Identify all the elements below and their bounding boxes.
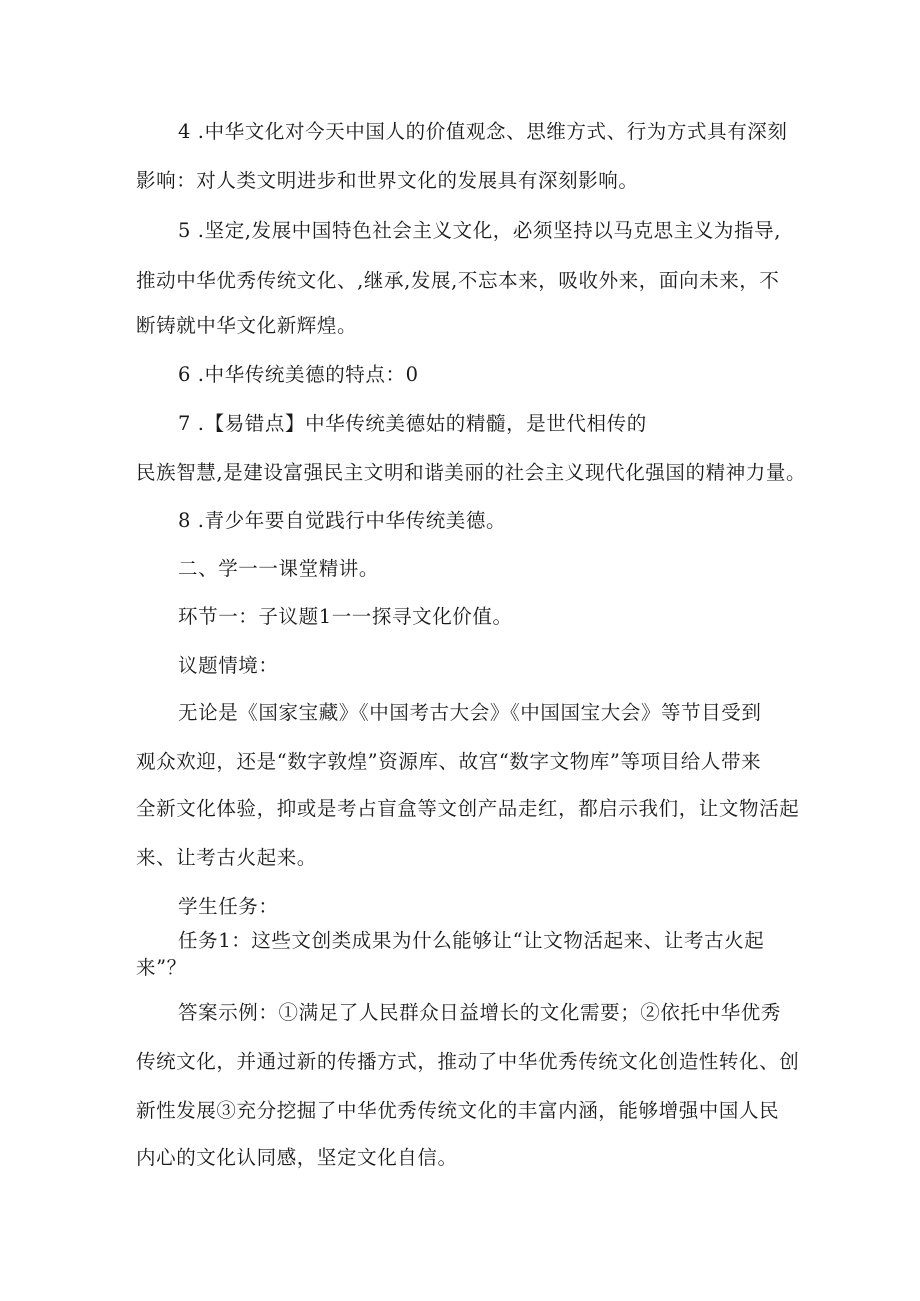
task1-line-2: 来”？	[136, 956, 187, 979]
item-7-line-2: 民族智慧,是建设富强民主文明和谐美丽的社会主义现代化强国的精神力量。	[136, 461, 807, 484]
item-5-line-3: 断铸就中华文化新辉煌。	[136, 314, 358, 337]
scenario-line-4: 来、让考古火起来。	[136, 846, 317, 869]
scenario-line-3: 全新文化体验，抑或是考占盲盒等文创产品走红，都启示我们，让文物活起	[136, 797, 800, 820]
answer-line-4: 内心的文化认同感，坚定文化自信。	[136, 1146, 458, 1169]
answer-line-2: 传统文化，并通过新的传播方式，推动了中华优秀传统文化创造性转化、创	[136, 1050, 800, 1073]
scenario-line-1: 无论是《国家宝藏》《中国考古大会》《中国国宝大会》等节目受到	[178, 701, 762, 724]
scenario-label: 议题情境：	[178, 654, 279, 677]
item-4-line-2: 影响：对人类文明进步和世界文化的发展具有深刻影响。	[136, 169, 639, 192]
segment-heading: 环节一：子议题1一一探寻文化价值。	[178, 605, 513, 628]
task1-line-1: 任务1：这些文创类成果为什么能够让“让文物活起来、让考古火起	[178, 929, 765, 952]
item-8-line-1: 8 .青少年要自觉践行中华传统美德。	[178, 509, 507, 532]
item-4-line-1: 4 .中华文化对今天中国人的价值观念、思维方式、行为方式具有深刻	[178, 120, 788, 143]
item-7-line-1: 7 .【易错点】中华传统美德姑的精髓，是世代相传的	[178, 412, 647, 435]
scenario-line-2: 观众欢迎，还是“数字敦煌”资源库、故宫“数字文物库”等项目给人带来	[136, 750, 762, 773]
answer-line-3: 新性发展③充分挖掘了中华优秀传统文化的丰富内涵，能够增强中国人民	[136, 1099, 780, 1122]
item-6-line-1: 6 .中华传统美德的特点：0	[178, 363, 419, 386]
task-label: 学生任务：	[178, 895, 279, 918]
item-5-line-1: 5 .坚定,发展中国特色社会主义文化，必须坚持以马克思主义为指导,	[178, 219, 782, 242]
answer-line-1: 答案示例：①满足了人民群众日益增长的文化需要；②依托中华优秀	[178, 1001, 782, 1024]
item-5-line-2: 推动中华优秀传统文化、,继承,发展,不忘本来，吸收外来，面向未来，不	[136, 269, 780, 292]
section-heading: 二、学一一课堂精讲。	[178, 557, 380, 580]
